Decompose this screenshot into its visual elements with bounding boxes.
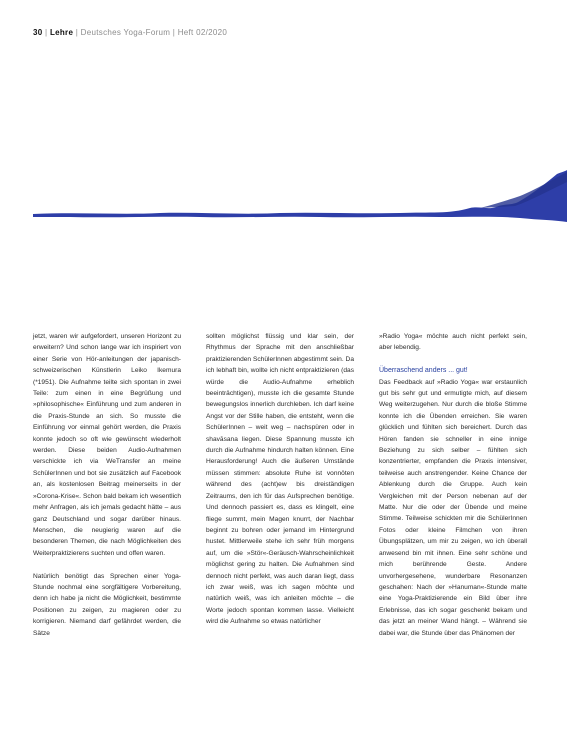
text-column-3: [379, 331, 527, 639]
column-3-paragraph: Das Feedback auf »Radio Yoga« war erstaunlich gut bis sehr gut und ermutigte mich, auf diesem Weg weiterzugehen. Nur durch die bloße Stimme konnte ich die Übenden erreichen. Sie waren glücklich und fühlten sich bereichert. Durch das Hören fanden sie schneller in eine innige Beziehung zu sich selber – fühlten sich konzentrierter, empfanden die Praxis intensiver, teilweise auch anstrengender. Keine Chance der Ablenkung durch die Gruppe. Auch kein Vergleichen mit der Person nebenan auf der Matte. Nur die oder der Übende und meine Stimme. Teilweise schickten mir die SchülerInnen Fotos oder kleine Filmchen von ihren Übungsplätzen, um mir zu zeigen, wo ich überall anwesend bin mit ihnen. Eine sehr schöne und mich berührende Geste. Andere unvorhergesehene, wunderbare Resonanzen geschahen: Nach der »Hanuman«-Stunde malte eine Yoga-Praktizierende ein Bild über ihre Erlebnisse, das ich sogar geschenkt bekam und das jetzt an meiner Wand hängt. – Während sie dabei war, die Stunde über das Phänomen der: [379, 378, 527, 637]
publication-label: Deutsches Yoga-Forum | Heft 02/2020: [80, 28, 228, 37]
brush-stroke-wave: [33, 170, 567, 222]
page-number: 30: [33, 28, 43, 37]
column-1-paragraph: jetzt, waren wir aufgefordert, unseren Horizont zu erweitern? Und schon lange war ich inspiriert von einer Serie von Hör-anleitungen der japanisch-schweizerischen Künstlerin Leiko Ikemura (*1951). Die Aufnahme teilte sich spontan in zwei Teile: zum einen in eine Begrüßung und »philosophische« Einführung und zum anderen in die Praxis-Stunde an sich. So musste die Einführung vor einmal gehört werden, die Praxis konnte jedoch so oft wie gewünscht wiederholt werden. Diese beiden Audio-Aufnahmen verschickte ich via WeTransfer an meine SchülerInnen und bot sie zusätzlich auf Facebook an, als kostenlosen Beitrag meinerseits in der »Corona-Krise«. Schon bald bekam ich wesentlich mehr Anfragen, als ich jemals gedacht hätte – aus ganz Deutschland und sogar darüber hinaus. Menschen, die neugierig waren auf die besonderen Themen, die nach Möglichkeiten des Weiterpraktizierens suchten und offen waren.: [33, 333, 181, 557]
running-header: 30 | Lehre | Deutsches Yoga-Forum | Heft 02/2020: [33, 28, 228, 37]
section-label: Lehre: [49, 28, 74, 37]
column-3-paragraph: »Radio Yoga« möchte auch nicht perfekt sein, aber lebendig.: [379, 333, 527, 352]
text-column-2: [206, 331, 354, 628]
column-1-paragraph: Natürlich benötigt das Sprechen einer Yoga-Stunde nochmal eine sorgfältigere Vorbereitung, denn ich habe ja nicht die Möglichkeit, bestimmte Positionen zu zeigen, zu magieren oder zu korrigieren. Niemand darf gefährdet werden, die Sätze: [33, 572, 181, 637]
section-heading: Überraschend anders ... gut!: [379, 367, 468, 375]
brush-stroke-wave-graphic: [0, 170, 567, 230]
column-2-paragraph: sollten möglichst flüssig und klar sein, der Rhythmus der Sprache mit den anschließbar praktizierenden SchülerInnen abgestimmt sein. Da ich lebhaft bin, wollte ich nicht entpraktizieren (das würde die Audio-Aufnahme erheblich beeinträchtigen), musste ich die gesamte Stunde bewegungslos innerlich durchleben. Ich darf keine Angst vor der Stille haben, die entsteht, wenn die SchülerInnen – weit weg – nachspüren oder in shavāsana liegen. Diese Spannung musste ich durch die Aufnahme hindurch halten können. Eine Herausforderung! Auch die äußeren Umstände müssen stimmen: absolute Ruhe ist vonnöten während des (acht)ew bis dreiständigen Zeitraums, den ich für das Aufsprechen benötige. Und dennoch passiert es, dass es klingelt, eine fliege summt, mein Magen knurrt, der Nachbar beginnt zu bohren oder jemand im Hintergrund hustet. Mittlerweile stehe ich sehr früh morgens auf, um die »Stör«-Geräusch-Wahrscheinlichkeit möglichst gering zu halten. Die Aufnahmen sind dennoch nicht perfekt, was auch daran liegt, dass ich zwar weiß, was ich sagen möchte und natürlich weiß, was ich anleiten möchte – die Worte jedoch spontan kommen lasse. Vielleicht wird die Aufnahme so etwas natürlicher: [206, 333, 354, 626]
text-column-1: [33, 331, 181, 639]
